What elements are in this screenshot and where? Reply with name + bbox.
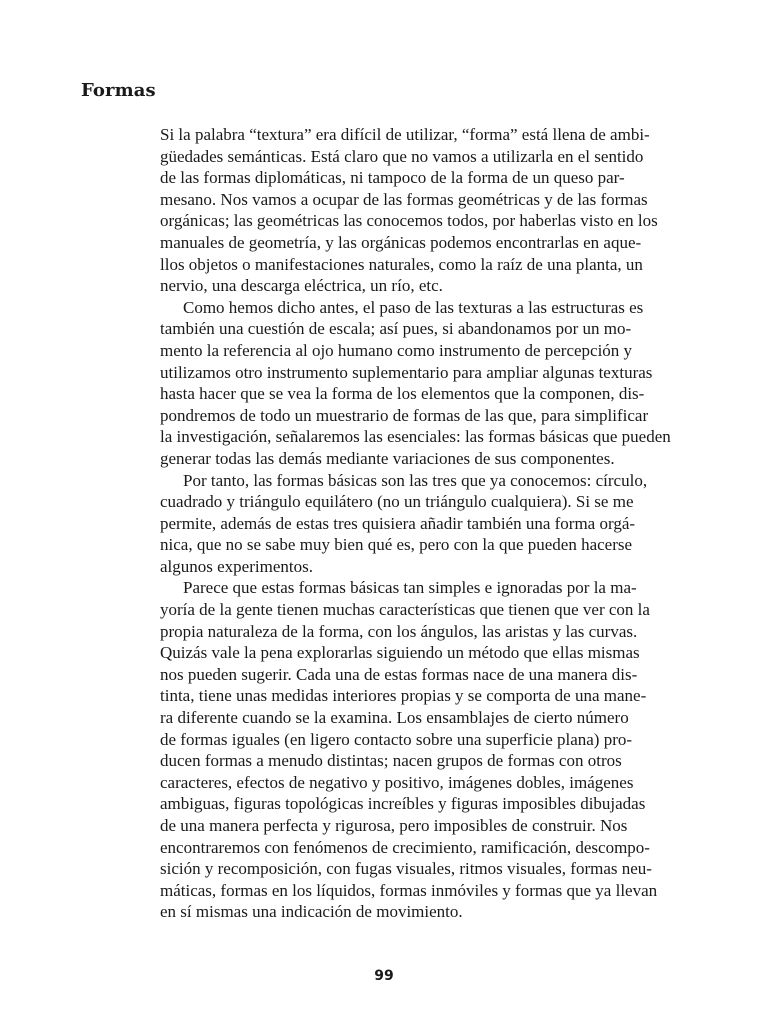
text-line: mento la referencia al ojo humano como instrumento de percepción y (160, 340, 633, 360)
text-line: nervio, una descarga eléctrica, un río, etc. (160, 276, 443, 296)
text-line: yoría de la gente tienen muchas características que tienen que ver con la (160, 600, 650, 620)
text-line: ambiguas, figuras topológicas increíbles y figuras imposibles dibujadas (160, 794, 646, 814)
text-line: de una manera perfecta y rigurosa, pero imposibles de construir. Nos (160, 816, 628, 835)
text-line: de formas iguales (en ligero contacto sobre una superficie plana) pro- (160, 729, 633, 749)
text-line: tinta, tiene unas medidas interiores propias y se comporta de una mane- (160, 686, 647, 706)
text-line: Parece que estas formas básicas tan simples e ignoradas por la ma- (183, 578, 637, 598)
text-line: Como hemos dicho antes, el paso de las texturas a las estructuras es (183, 297, 644, 317)
text-line: orgánicas; las geométricas las conocemos todos, por haberlas visto en los (160, 211, 658, 231)
text-line: ducen formas a menudo distintas; nacen grupos de formas con otros (160, 751, 622, 771)
text-line: cuadrado y triángulo equilátero (no un triángulo cualquiera). Si se me (160, 492, 634, 512)
text-line: ra diferente cuando se la examina. Los ensamblajes de cierto número (160, 708, 629, 728)
body-text (160, 124, 690, 923)
text-line: también una cuestión de escala; así pues, si abandonamos por un mo- (160, 319, 632, 339)
text-line: utilizamos otro instrumento suplementario para ampliar algunas texturas (160, 362, 653, 382)
text-line: algunos experimentos. (160, 556, 313, 576)
text-line: caracteres, efectos de negativo y positivo, imágenes dobles, imágenes (160, 772, 634, 792)
text-line: llos objetos o manifestaciones naturales, como la raíz de una planta, un (160, 254, 643, 274)
text-line: sición y recomposición, con fugas visuales, ritmos visuales, formas neu- (160, 859, 652, 879)
text-line: manuales de geometría, y las orgánicas podemos encontrarlas en aque- (160, 232, 642, 252)
text-line: encontraremos con fenómenos de crecimiento, ramificación, descompo- (160, 837, 650, 857)
text-line: pondremos de todo un muestrario de formas de las que, para simplificar (160, 405, 649, 425)
text-line: propia naturaleza de la forma, con los ángulos, las aristas y las curvas. (160, 621, 638, 641)
text-line: nica, que no se sabe muy bien qué es, pero con la que pueden hacerse (160, 535, 633, 555)
section-heading: Formas (81, 80, 156, 101)
text-line: nos pueden sugerir. Cada una de estas formas nace de una manera dis- (160, 664, 638, 684)
text-line: hasta hacer que se vea la forma de los elementos que la componen, dis- (160, 384, 645, 404)
text-line: Por tanto, las formas básicas son las tres que ya conocemos: círculo, (183, 470, 648, 490)
text-line: permite, además de estas tres quisiera añadir también una forma orgá- (160, 513, 636, 533)
text-line: güedades semánticas. Está claro que no vamos a utilizarla en el sentido (160, 146, 644, 166)
text-line: Si la palabra “textura” era difícil de utilizar, “forma” está llena de ambi- (160, 125, 650, 144)
text-line: Quizás vale la pena explorarlas siguiendo un método que ellas mismas (160, 643, 640, 663)
text-line: máticas, formas en los líquidos, formas inmóviles y formas que ya llevan (160, 880, 658, 900)
text-line: la investigación, señalaremos las esenciales: las formas básicas que pueden (160, 427, 671, 447)
text-line: de las formas diplomáticas, ni tampoco de la forma de un queso par- (160, 168, 625, 188)
page-number: 99 (374, 968, 394, 984)
text-line: en sí mismas una indicación de movimiento. (160, 902, 463, 922)
text-line: mesano. Nos vamos a ocupar de las formas geométricas y de las formas (160, 189, 648, 209)
text-line: generar todas las demás mediante variaciones de sus componentes. (160, 448, 615, 468)
